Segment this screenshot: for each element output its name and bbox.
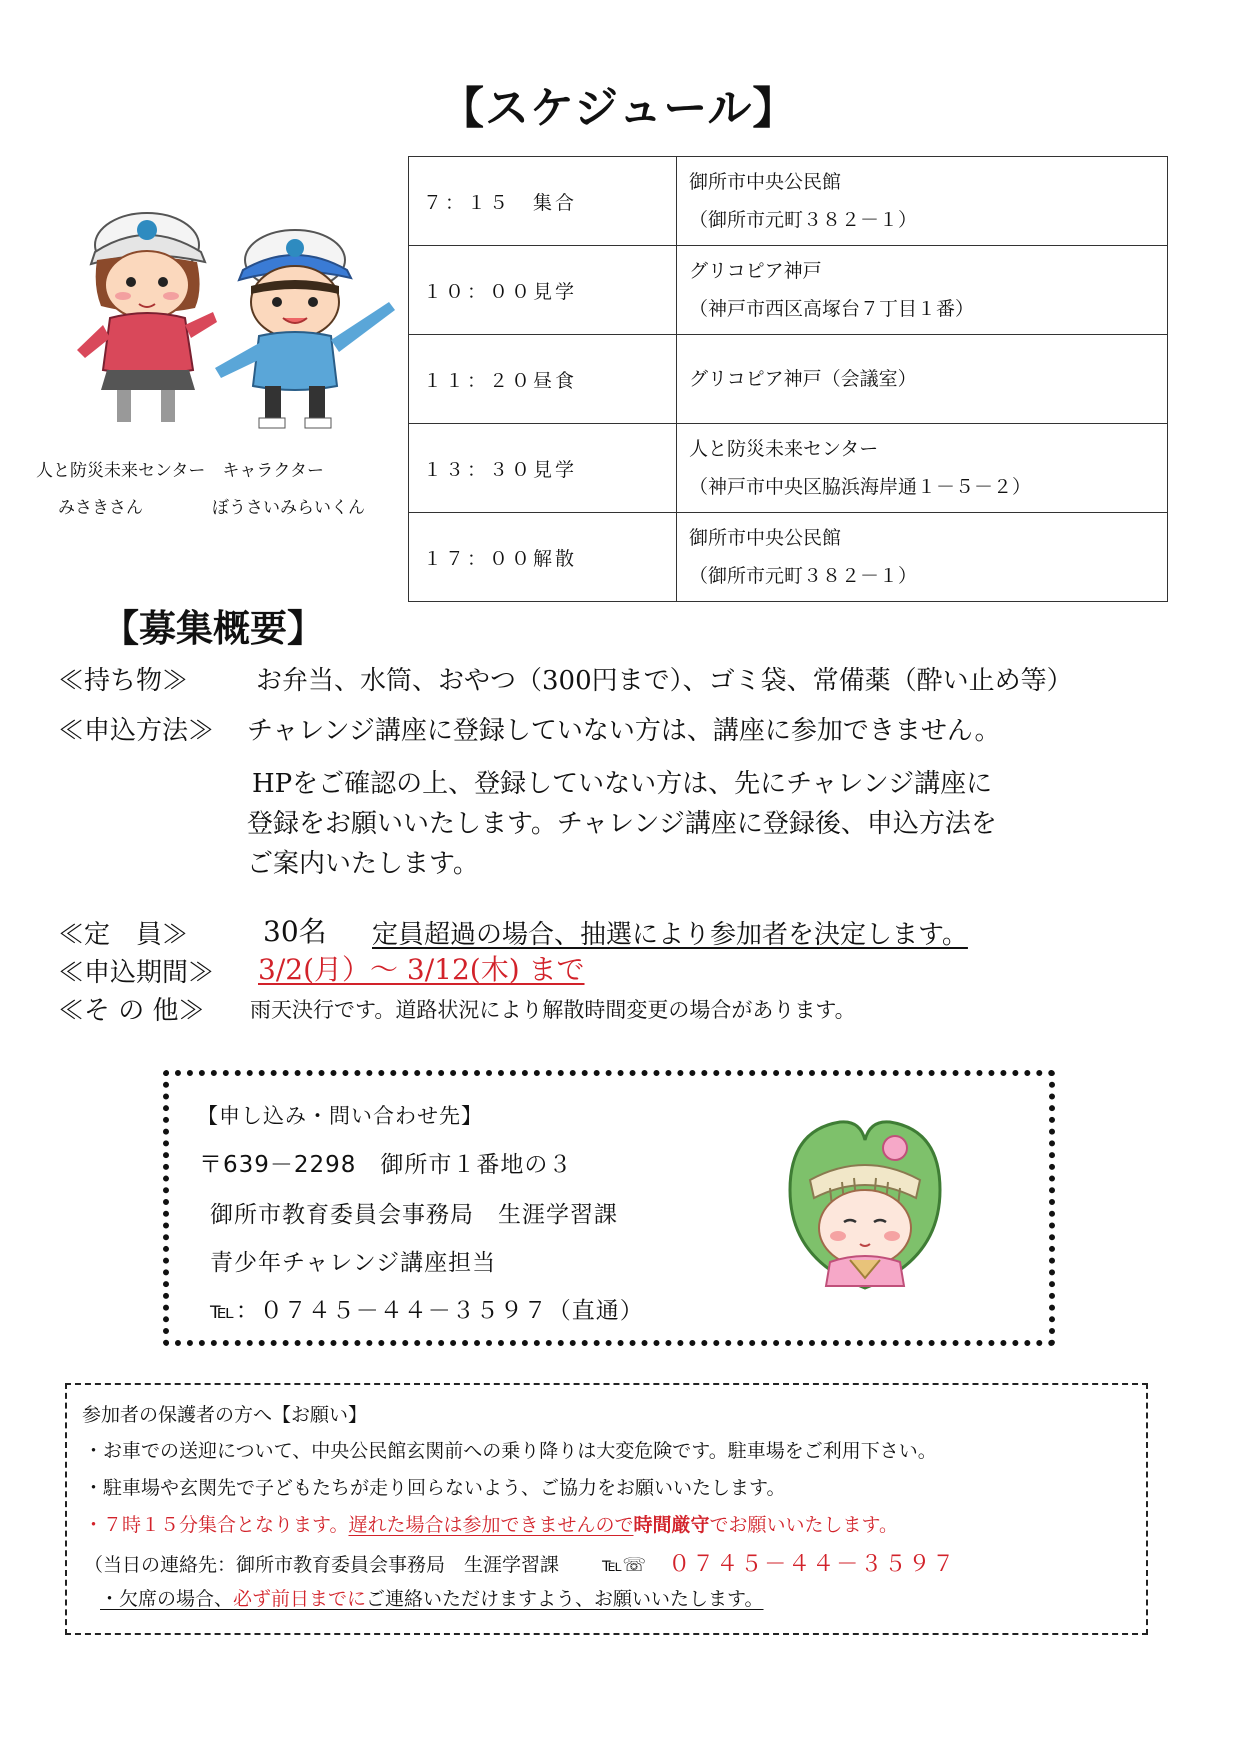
schedule-event: 見学 — [533, 280, 578, 303]
notice-line5-a: ・欠席の場合、 — [100, 1588, 234, 1610]
notice-line5-c: ご連絡いただけますよう、お願いいたします。 — [366, 1588, 764, 1610]
table-row — [409, 335, 1168, 424]
character-name-girl: みさきさん — [58, 498, 143, 518]
notice-line3 — [84, 1510, 898, 1537]
table-row — [409, 513, 1168, 602]
phone-icon: ℡☏ — [602, 1554, 647, 1576]
schedule-place: グリコピア神戸 — [689, 260, 822, 282]
girl-character-icon — [77, 213, 217, 422]
schedule-time: ７：１５ — [423, 191, 512, 214]
other-value: 雨天決行です。道路状況により解散時間変更の場合があります。 — [250, 998, 856, 1022]
method-line2: HPをご確認の上、登録していない方は、先にチャレンジ講座に — [252, 769, 993, 799]
schedule-time: １０：００ — [423, 280, 534, 303]
schedule-place: グリコピア神戸（会議室） — [689, 368, 917, 390]
capacity-note: 定員超過の場合、抽選により参加者を決定します。 — [372, 920, 968, 950]
table-row — [409, 424, 1168, 513]
capacity-label: ≪定 員≫ — [58, 920, 189, 950]
schedule-title: 【スケジュール】 — [440, 83, 798, 134]
schedule-event: 見学 — [533, 458, 578, 481]
schedule-event: 集合 — [533, 191, 578, 214]
characters-illustration — [55, 190, 405, 440]
notice-line2: ・駐車場や玄関先で子どもたちが走り回らないよう、ご協力をお願いいたします。 — [84, 1477, 786, 1499]
boy-character-icon — [215, 230, 395, 428]
schedule-event: 昼食 — [533, 369, 578, 392]
schedule-place: 御所市中央公民館 — [689, 527, 842, 549]
schedule-place: 人と防災未来センター — [689, 438, 879, 460]
schedule-table — [408, 156, 1168, 602]
other-label: ≪そ の 他≫ — [58, 996, 205, 1026]
recruit-title: 【募集概要】 — [102, 607, 324, 650]
method-line1: チャレンジ講座に登録していない方は、講座に参加できません。 — [247, 716, 1001, 746]
table-row — [409, 246, 1168, 335]
notice-line3-c: 時間厳守 — [633, 1514, 710, 1536]
items-label: ≪持ち物≫ — [58, 666, 189, 696]
capacity-value: 30名 — [263, 915, 327, 948]
method-line3: 登録をお願いいたします。チャレンジ講座に登録後、申込方法を — [247, 809, 997, 839]
schedule-time: １３：３０ — [423, 458, 534, 481]
contact-office: 御所市教育委員会事務局 生涯学習課 — [210, 1202, 618, 1228]
schedule-address: （御所市元町３８２－１） — [689, 209, 918, 231]
schedule-event: 解散 — [533, 547, 578, 570]
contact-postal: 〒639－2298 御所市１番地の３ — [199, 1152, 573, 1178]
period-label: ≪申込期間≫ — [58, 958, 215, 988]
table-row — [409, 157, 1168, 246]
notice-line5 — [100, 1584, 764, 1611]
character-caption: 人と防災未来センター キャラクター — [36, 461, 324, 481]
schedule-address: （神戸市中央区脇浜海岸通１－５－２） — [689, 476, 1032, 498]
character-name-boy: ぼうさいみらいくん — [212, 498, 365, 518]
period-value: 3/2(月）～ 3/12(木) まで — [258, 953, 585, 986]
schedule-time: １１：２０ — [423, 369, 534, 392]
schedule-address: （神戸市西区高塚台７丁目１番） — [689, 298, 975, 320]
notice-line5-b: 必ず前日までに — [233, 1588, 367, 1610]
schedule-place: 御所市中央公民館 — [689, 171, 842, 193]
notice-line1: ・お車での送迎について、中央公民館玄関前への乗り降りは大変危険です。駐車場をご利用下さい。 — [84, 1440, 937, 1462]
notice-heading: 参加者の保護者の方へ【お願い】 — [82, 1404, 368, 1426]
method-line4: ご案内いたします。 — [247, 849, 479, 879]
schedule-address: （御所市元町３８２－１） — [689, 565, 918, 587]
notice-line3-d: でお願いいたします。 — [709, 1514, 898, 1536]
notice-line3-a: ・７時１５分集合となります。 — [84, 1514, 349, 1536]
notice-line4-text: （当日の連絡先：御所市教育委員会事務局 生涯学習課 — [84, 1554, 579, 1576]
schedule-time: １７：００ — [423, 547, 534, 570]
notice-line3-b: 遅れた場合は参加できませんので — [348, 1514, 634, 1536]
notice-line4 — [84, 1547, 956, 1578]
mascot-character-icon — [780, 1110, 950, 1300]
items-value: お弁当、水筒、おやつ（300円まで）、ゴミ袋、常備薬（酔い止め等） — [256, 666, 1073, 696]
notice-line4-tel: ０７４５－４４－３５９７ — [668, 1552, 957, 1577]
contact-heading: 【申し込み・問い合わせ先】 — [197, 1104, 483, 1128]
contact-person: 青少年チャレンジ講座担当 — [210, 1250, 497, 1276]
method-label: ≪申込方法≫ — [58, 716, 215, 746]
contact-tel: ℡：０７４５－４４－３５９７（直通） — [210, 1298, 644, 1324]
